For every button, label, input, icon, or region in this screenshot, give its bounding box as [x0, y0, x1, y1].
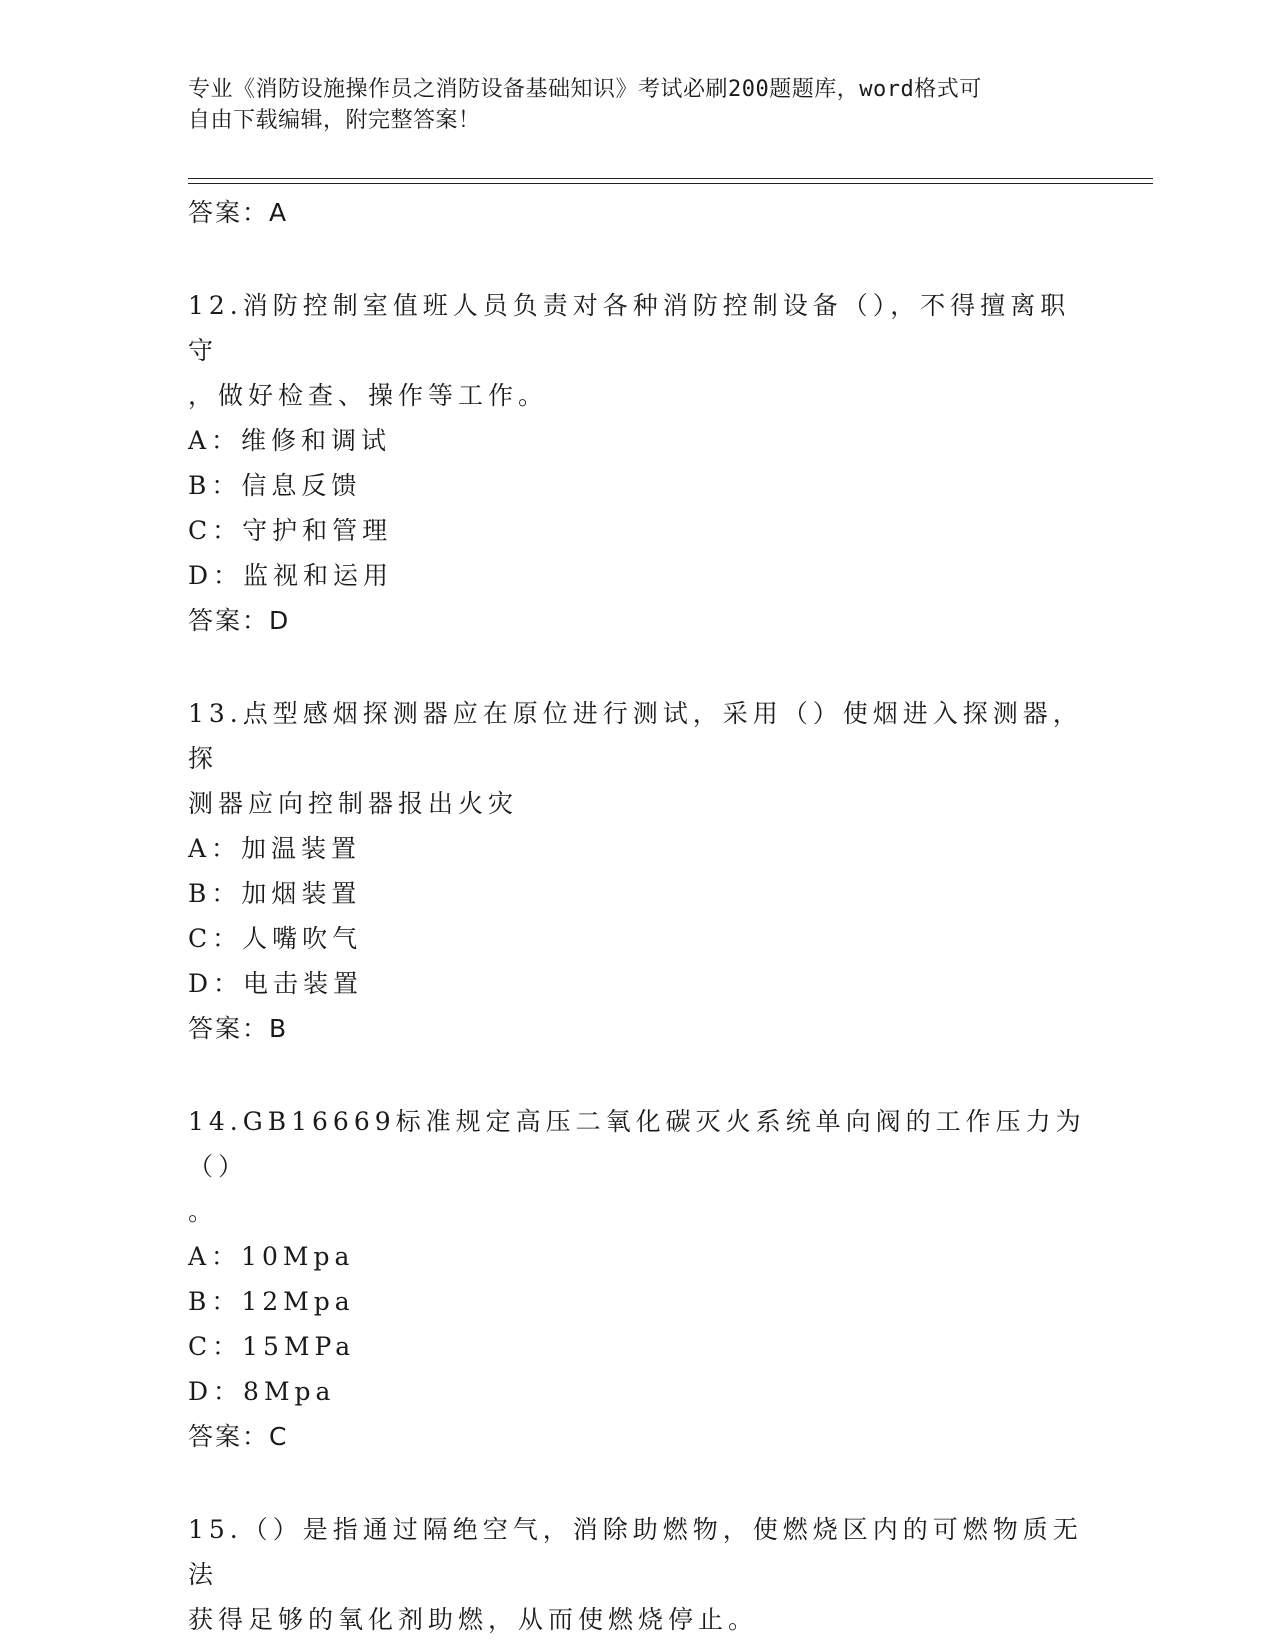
option-b: B：12Mpa — [188, 1287, 355, 1316]
question-text-line: 14.GB16669标准规定高压二氧化碳灭火系统单向阀的工作压力为（） — [188, 1107, 1086, 1181]
question-block-15 — [188, 1507, 1088, 1642]
question-content — [188, 190, 1088, 1642]
option-a: A：加温装置 — [188, 834, 362, 863]
question-text-line: 测器应向控制器报出火灾 — [188, 789, 519, 818]
header-divider-bottom — [188, 183, 1153, 184]
option-b: B：信息反馈 — [188, 471, 362, 500]
question-text-line: 12.消防控制室值班人员负责对各种消防控制设备（），不得擅离职守 — [188, 291, 1071, 365]
option-a: A：10Mpa — [188, 1242, 355, 1271]
option-c: C：15MPa — [188, 1332, 356, 1361]
option-a: A：维修和调试 — [188, 426, 392, 455]
option-c: C：守护和管理 — [188, 516, 393, 545]
option-c: C：人嘴吹气 — [188, 924, 363, 953]
question-block-14 — [188, 1099, 1088, 1459]
question-text-line: ，做好检查、操作等工作。 — [188, 381, 549, 410]
spacer — [188, 235, 1088, 283]
header-divider-top — [188, 178, 1153, 179]
question-block-12 — [188, 283, 1088, 643]
spacer — [188, 1051, 1088, 1099]
answer-line: 答案：D — [188, 606, 291, 635]
header-line-1: 专业《消防设施操作员之消防设备基础知识》考试必刷200题题库，word格式可 — [188, 77, 982, 102]
option-d: D：监视和运用 — [188, 561, 394, 590]
option-d: D：8Mpa — [188, 1377, 336, 1406]
question-text-line: 获得足够的氧化剂助燃，从而使燃烧停止。 — [188, 1605, 759, 1634]
answer-line: 答案：B — [188, 1014, 289, 1043]
question-block-13 — [188, 691, 1088, 1051]
spacer — [188, 1459, 1088, 1507]
option-b: B：加烟装置 — [188, 879, 362, 908]
question-text-line: 13.点型感烟探测器应在原位进行测试，采用（）使烟进入探测器，探 — [188, 699, 1083, 773]
question-text-line: 。 — [188, 1197, 219, 1226]
document-header — [188, 74, 1068, 136]
spacer — [188, 643, 1088, 691]
answer-line: 答案：C — [188, 1422, 289, 1451]
header-line-2: 自由下载编辑，附完整答案！ — [188, 108, 481, 133]
previous-answer: 答案：A — [188, 198, 289, 227]
question-text-line: 15.（）是指通过隔绝空气，消除助燃物，使燃烧区内的可燃物质无法 — [188, 1515, 1083, 1589]
option-d: D：电击装置 — [188, 969, 364, 998]
